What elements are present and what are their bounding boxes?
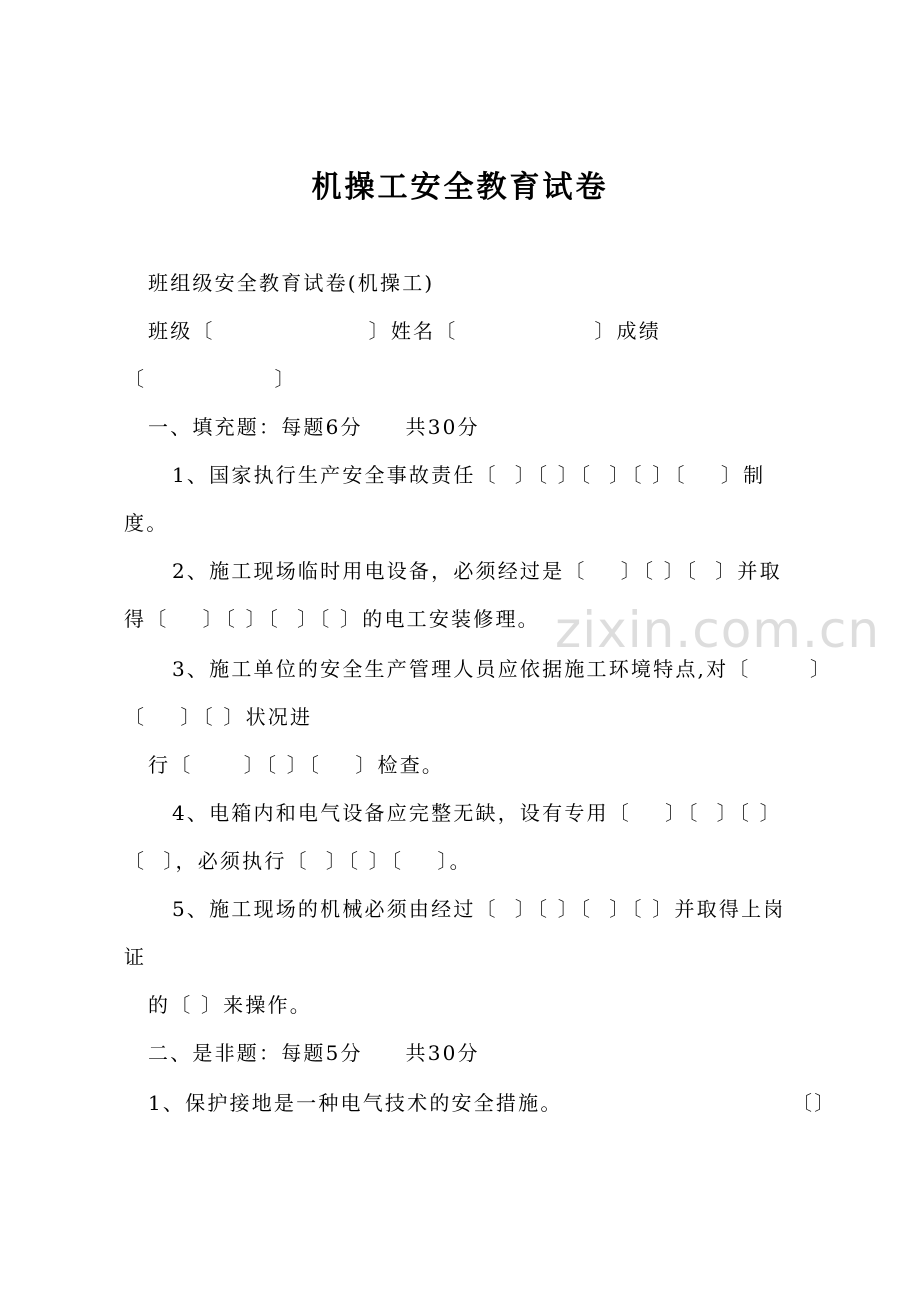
question-3-line-1-end: 〕 — [810, 657, 833, 681]
question-3-line-2: 〔 〕〔 〕状况进 — [124, 705, 313, 729]
document-title: 机操工安全教育试卷 — [311, 170, 609, 205]
info-line-score-bracket: 〔 〕 — [124, 367, 297, 391]
question-2-line-1: 2、施工现场临时用电设备，必须经过是〔 〕〔 〕〔 〕并取 — [172, 559, 782, 583]
true-false-item-1: 1、保护接地是一种电气技术的安全措施。 — [148, 1091, 563, 1115]
question-3-line-3: 行〔 〕〔 〕〔 〕检查。 — [148, 753, 445, 777]
question-2-line-2: 得〔 〕〔 〕〔 〕〔 〕的电工安装修理。 — [124, 607, 540, 631]
question-4-line-1: 4、电箱内和电气设备应完整无缺，设有专用〔 〕〔 〕〔 〕 — [172, 801, 782, 825]
question-5-line-3: 的〔 〕来操作。 — [148, 993, 312, 1017]
section1-heading: 一、填充题：每题6分 共30分 — [148, 415, 480, 439]
question-1-line-2: 度。 — [124, 511, 169, 535]
question-4-line-2: 〔 〕，必须执行〔 〕〔 〕〔 〕。 — [124, 849, 472, 873]
watermark: zixin.com.cn — [555, 601, 881, 659]
question-5-line-2: 证 — [124, 945, 147, 969]
question-5-line-1: 5、施工现场的机械必须由经过〔 〕〔 〕〔 〕〔 〕并取得上岗 — [172, 897, 786, 921]
question-3-line-1: 3、施工单位的安全生产管理人员应依据施工环境特点,对〔 — [172, 657, 751, 681]
true-false-item-1-answer-bracket: 〔〕 — [792, 1091, 837, 1115]
question-1-line-1: 1、国家执行生产安全事故责任〔 〕〔 〕〔 〕〔 〕〔 〕制 — [172, 463, 766, 487]
info-line-class-name-score: 班级〔 〕姓名〔 〕成绩 — [148, 319, 661, 343]
subtitle: 班组级安全教育试卷(机操工) — [148, 271, 435, 295]
section2-heading: 二、是非题：每题5分 共30分 — [148, 1041, 480, 1065]
